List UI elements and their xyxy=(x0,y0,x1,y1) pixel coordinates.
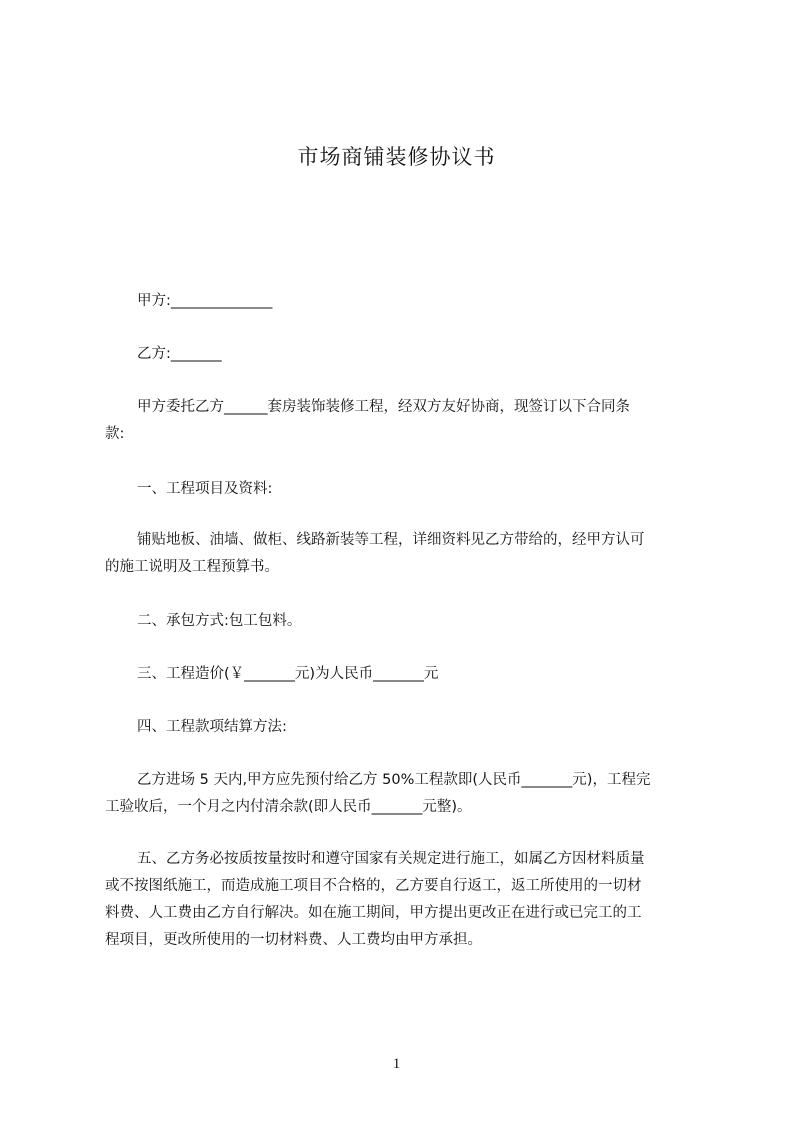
section-4-body xyxy=(105,767,705,821)
section-1-heading: 一、工程项目及资料: xyxy=(137,481,273,497)
section-1-body xyxy=(105,527,705,581)
section-4-body-line-1: 乙方进场 5 天内,甲方应先预付给乙方 50%工程款即(人民币_______元)，工程完 xyxy=(137,772,651,788)
section-5-line-2: 或不按图纸施工，而造成施工项目不合格的，乙方要自行返工，返工所使用的一切材 xyxy=(105,878,642,894)
page-number: 1 xyxy=(392,1056,401,1072)
section-5-line-3: 料费、人工费由乙方自行解决。如在施工期间，甲方提出更改正在进行或已完工的工 xyxy=(105,905,642,921)
party-a-line: 甲方:______________ xyxy=(137,293,273,309)
section-1-body-line-2: 的施工说明及工程预算书。 xyxy=(105,559,279,575)
section-4-body-line-2: 工验收后，一个月之内付清余款(即人民币_______元整)。 xyxy=(105,799,472,815)
party-b-line: 乙方:_______ xyxy=(137,346,222,362)
intro-line-1: 甲方委托乙方______套房装饰装修工程，经双方友好协商，现签订以下合同条 xyxy=(137,399,630,415)
section-5-line-4: 程项目，更改所使用的一切材料费、人工费均由甲方承担。 xyxy=(105,932,482,948)
section-3: 三、工程造价(￥_______元)为人民币_______元 xyxy=(137,666,439,682)
intro-paragraph xyxy=(105,394,705,448)
intro-line-2: 款: xyxy=(105,426,125,442)
section-4-heading: 四、工程款项结算方法: xyxy=(137,719,287,735)
section-1-body-line-1: 铺贴地板、油墙、做柜、线路新装等工程，详细资料见乙方带给的，经甲方认可 xyxy=(137,532,645,548)
section-2: 二、承包方式:包工包料。 xyxy=(137,613,302,629)
section-5-line-1: 五、乙方务必按质按量按时和遵守国家有关规定进行施工，如属乙方因材料质量 xyxy=(137,851,645,867)
section-5-paragraph xyxy=(105,846,705,954)
document-title: 市场商铺装修协议书 xyxy=(297,145,496,169)
